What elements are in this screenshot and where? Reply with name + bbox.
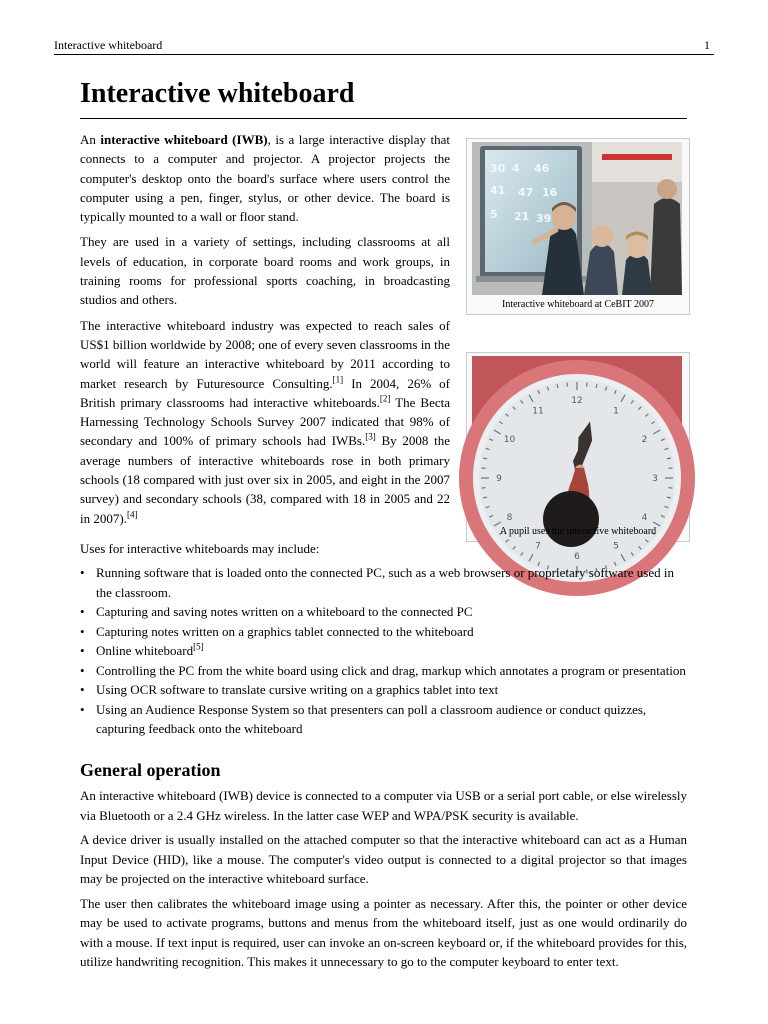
operation-paragraph-1: An interactive whiteboard (IWB) device is connected to a computer via USB or a serial port cable, or else wirelessly via Bluetooth or a 2.4 GHz wireless. In the latter case WEP and WPA/PSK security is available.	[80, 788, 687, 823]
clock-tick	[667, 458, 671, 459]
list-item	[80, 680, 690, 700]
list-item-text: Capturing and saving notes written on a whiteboard to the connected PC	[96, 604, 473, 619]
industry-paragraph	[80, 316, 450, 528]
intro-post: , is a large interactive display that connects to a computer and projector. A projector projects the computer's desktop onto the board's surface where users control the computer using a pen, finger, stylus, or other device. The board is typically mounted to a wall or floor stand.	[80, 132, 451, 225]
bullet-icon: •	[80, 701, 85, 717]
figure-pupil	[466, 352, 690, 562]
section-heading-general-operation: General operation	[80, 760, 221, 780]
clock-numeral: 9	[496, 474, 502, 484]
intro-term: interactive whiteboard (IWB)	[100, 132, 268, 147]
board-number: 4	[512, 162, 520, 175]
industry-text-1: The interactive whiteboard industry was expected to reach sales of US$1 billion worldwide by 2008; one of every seven classrooms in the world will feature an interactive whiteboard by 2011 according to market research by Futuresource Consulting.	[80, 317, 450, 391]
industry-text-4: By 2008 the average numbers of interactive whiteboards rose in both primary schools (18 compared with just over six in 2005, and eight in the 2007 survey) and secondary schools (38, compared with 18 in 2005 and 22 in 2007).	[80, 433, 450, 526]
clock-numeral: 4	[641, 513, 648, 523]
list-item	[80, 700, 690, 739]
list-item	[80, 563, 690, 602]
clock-tick	[483, 458, 487, 459]
clock-numeral: 3	[652, 474, 658, 484]
list-item	[80, 661, 690, 681]
general-operation-body	[80, 786, 687, 977]
industry-text-3: The Becta Harnessing Technology Schools Survey 2007 indicated that 98% of secondary and 100% of primary schools had IWBs.	[80, 394, 450, 449]
figure-cebit	[466, 138, 690, 315]
citation-4[interactable]: [5]	[193, 641, 204, 652]
running-header	[54, 38, 714, 55]
uses-intro: Uses for interactive whiteboards may include:	[80, 541, 320, 556]
clock-numeral: 6	[574, 552, 580, 562]
clock-numeral: 8	[506, 513, 513, 523]
page-title: Interactive whiteboard	[80, 78, 687, 119]
operation-paragraph-2: A device driver is usually installed on the attached computer so that the interactive whiteboard can act as a Human Input Device (HID), like a mouse. The computer's video output is connected to a digital projector so that images may be projected on the interactive whiteboard surface.	[80, 832, 687, 886]
list-item	[80, 622, 690, 642]
board-number: 41	[490, 184, 506, 197]
list-item-text: Running software that is loaded onto the connected PC, such as a web browsers or proprietary software used in the classroom.	[96, 565, 674, 600]
bullet-icon: •	[80, 643, 85, 658]
citation-1[interactable]: [1]	[332, 374, 344, 385]
board-number: 47	[518, 186, 534, 199]
list-item	[80, 641, 690, 661]
board-number: 21	[514, 210, 530, 223]
list-item-text: Online whiteboard	[96, 643, 194, 658]
bullet-icon: •	[80, 565, 85, 580]
clock-numeral: 5	[613, 541, 619, 552]
clock-numeral: 1	[613, 406, 619, 417]
clock-numeral: 2	[641, 435, 648, 445]
settings-paragraph: They are used in a variety of settings, including classrooms at all levels of education, in corporate board rooms and work groups, in training rooms for professional sports coaching, in broadcasting studios and others.	[80, 234, 450, 308]
clock-numeral: 12	[571, 396, 583, 406]
board-number: 46	[534, 162, 550, 175]
operation-paragraph-3: The user then calibrates the whiteboard image using a pointer as necessary. After this, the pointer or other device may be used to activate programs, buttons and menus from the whiteboard itself, just as one would ordinarily do with a mouse. If text input is required, user can invoke an on-screen keyboard or, if the whiteboard provides for this, utilize handwriting recognition. This makes it unnecessary to go to the computer keyboard to enter text.	[80, 895, 687, 969]
list-item-text: Capturing notes written on a graphics tablet connected to the whiteboard	[96, 623, 474, 639]
citation-4[interactable]: [4]	[126, 509, 138, 520]
uses-list	[80, 563, 690, 739]
intro-pre: An	[80, 132, 101, 147]
clock-numeral: 7	[535, 541, 541, 552]
board-number: 30	[490, 162, 506, 175]
intro-column	[80, 130, 450, 534]
board-number: 5	[490, 208, 498, 221]
clock-tick	[596, 384, 597, 388]
clock-tick	[667, 497, 671, 498]
industry-text-2: In 2004, 26% of British primary classrooms had interactive whiteboards.	[80, 375, 450, 410]
clock-tick	[557, 384, 558, 388]
page-number: 1	[704, 38, 710, 52]
bullet-icon: •	[80, 662, 85, 678]
figure-caption-pupil: A pupil uses the interactive whiteboard	[499, 526, 657, 537]
bullet-icon: •	[80, 623, 85, 639]
list-item-text: Controlling the PC from the white board using click and drag, markup which annotates a program or presentation	[96, 662, 686, 678]
cebit-photo	[472, 142, 682, 295]
citation-3[interactable]: [3]	[365, 432, 376, 443]
clock-numeral: 10	[503, 435, 516, 445]
citation-2[interactable]: [2]	[379, 393, 391, 404]
intro-paragraph	[80, 130, 450, 226]
list-item-text: Using OCR software to translate cursive writing on a graphics tablet into text	[96, 682, 499, 697]
board-number: 39	[536, 212, 552, 225]
clock-tick	[483, 497, 487, 498]
running-header-title: Interactive whiteboard	[54, 38, 163, 52]
bullet-icon: •	[80, 682, 85, 697]
bullet-icon: •	[80, 604, 85, 619]
list-item	[80, 602, 690, 622]
figure-caption-cebit: Interactive whiteboard at CeBIT 2007	[502, 299, 654, 310]
clock-numeral: 11	[532, 406, 544, 417]
list-item-text: Using an Audience Response System so that presenters can poll a classroom audience or conduct quizzes, capturing feedback onto the whiteboard	[96, 701, 647, 736]
board-number: 16	[542, 186, 558, 199]
